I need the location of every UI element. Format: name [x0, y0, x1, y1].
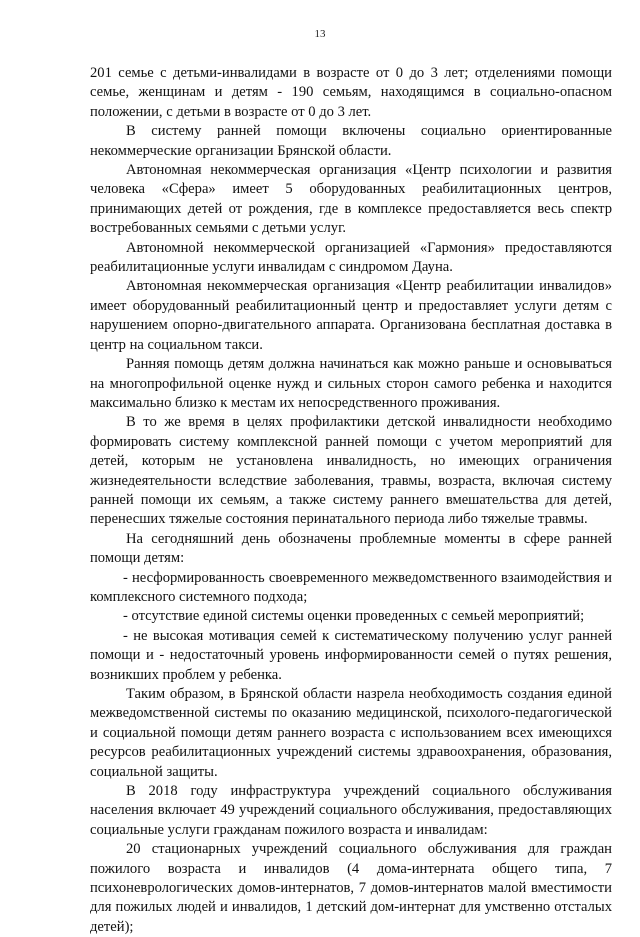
page-number: 13 [314, 28, 326, 40]
paragraph: 20 стационарных учреждений социального обслуживания для граждан пожилого возраста и инвалидов (4 дома-интерната общего типа, 7 психоневрологических домов-интернатов, 7 домов-интернатов малой вместимости для пожилых людей и инвалидов, 1 детский дом-интернат для умственно отсталых детей); [90, 841, 612, 935]
paragraph: В систему ранней помощи включены социально ориентированные некоммерческие организации Брянской области. [90, 123, 612, 159]
paragraph: В 2018 году инфраструктура учреждений социального обслуживания населения включает 49 учреждений социального обслуживания, предоставляющих социальные услуги гражданам пожилого возраста и инвалидам: [90, 783, 612, 838]
paragraph: Автономная некоммерческая организация «Центр психологии и развития человека «Сфера» имеет 5 оборудованных реабилитационных центров, принимающих детей от рождения, где в комплексе предоставляется весь спектр востребованных семьями с детьми услуг. [90, 162, 612, 237]
paragraph: В то же время в целях профилактики детской инвалидности необходимо формировать систему комплексной ранней помощи с учетом мероприятий для детей, которым не установлена инвалидность, но имеющих ограничения жизнедеятельности вследствие заболевания, травмы, возраста, включая систему ранней помощи их семьям, а также систему раннего вмешательства для детей, перенесших тяжелые состояния перинатального периода либо тяжелые травмы. [90, 414, 612, 528]
body-text [90, 64, 612, 937]
paragraph: 201 семье с детьми-инвалидами в возрасте от 0 до 3 лет; отделениями помощи семье, женщинам и детям - 190 семьям, находящимся в социально-опасном положении, с детьми в возрасте от 0 до 3 лет. [90, 65, 612, 120]
paragraph: На сегодняшний день обозначены проблемные моменты в сфере ранней помощи детям: [90, 530, 612, 567]
paragraph: Ранняя помощь детям должна начинаться как можно раньше и основываться на многопрофильной оценке нужд и сильных сторон самого ребенка и находится максимально близко к местам их непосредственного проживания. [90, 356, 612, 411]
list-item: - отсутствие единой системы оценки проведенных с семьей мероприятий; [123, 608, 585, 625]
paragraph: Автономная некоммерческая организация «Центр реабилитации инвалидов» имеет оборудованный реабилитационный центр и предоставляет услуги детям с нарушением опорно-двигательного аппарата. Организована бесплатная доставка в центр на социальном такси. [90, 278, 612, 353]
list-item: - несформированность своевременного межведомственного взаимодействия и комплексного системного подхода; [90, 569, 612, 605]
paragraph: Автономной некоммерческой организацией «Гармония» предоставляются реабилитационные услуги инвалидам с синдромом Дауна. [90, 239, 612, 276]
list-item: - не высокая мотивация семей к систематическому получению услуг ранней помощи и - недостаточный уровень информированности семей о путях решения, возникших проблем у ребенка. [90, 627, 612, 683]
paragraph: Таким образом, в Брянской области назрела необходимость создания единой межведомственной системы по оказанию медицинской, психолого-педагогической и социальной помощи детям раннего возраста с использованием всех имеющихся ресурсов реабилитационных учреждений системы здравоохранения, образования, социальной защиты. [90, 686, 612, 780]
